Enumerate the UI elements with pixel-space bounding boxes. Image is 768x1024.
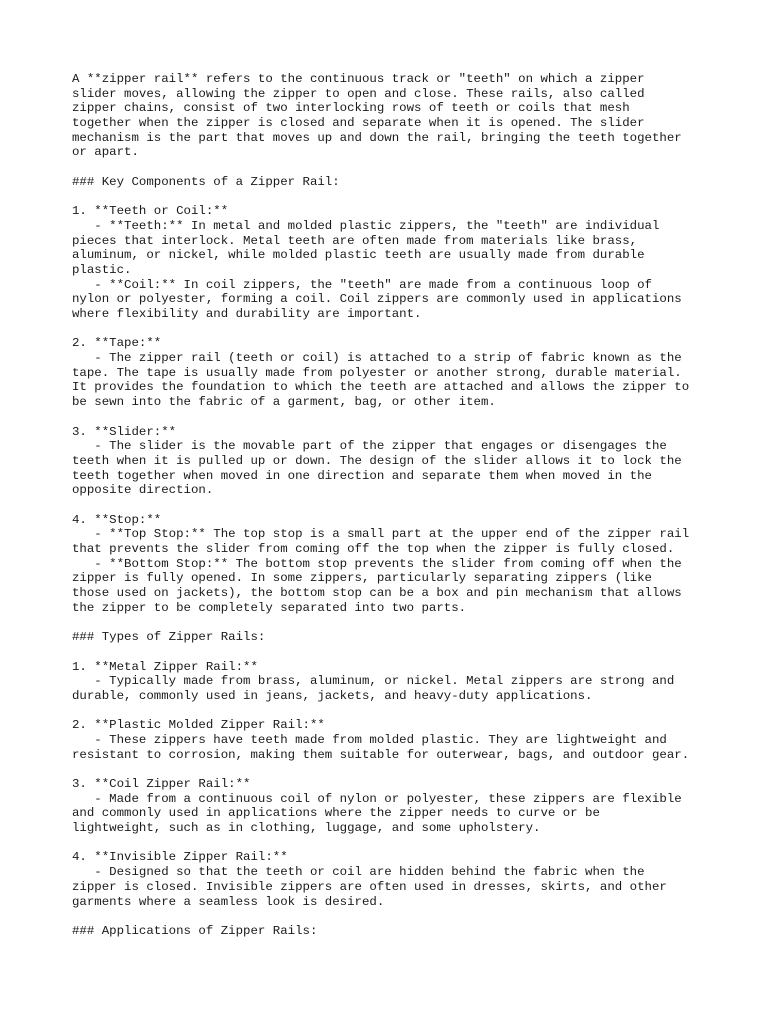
blank-line — [72, 909, 712, 924]
text-line: where flexibility and durability are important. — [72, 307, 422, 321]
document-page — [72, 72, 712, 939]
text-line: plastic. — [72, 262, 132, 277]
text-line: those used on jackets), the bottom stop can be a box and pin mechanism that allows — [72, 586, 682, 601]
list-item-heading: 2. **Plastic Molded Zipper Rail:** — [72, 718, 325, 733]
text-line: slider moves, allowing the zipper to open and close. These rails, also called — [72, 86, 645, 101]
text-line: pieces that interlock. Metal teeth are often made from materials like brass, — [72, 233, 638, 248]
list-item-heading: 2. **Tape:** — [72, 336, 162, 351]
text-line: or apart. — [72, 145, 139, 160]
list-item-heading: 1. **Teeth or Coil:** — [72, 204, 229, 219]
text-line: zipper chains, consist of two interlocking rows of teeth or coils that mesh — [72, 101, 630, 116]
list-bullet-line: - **Teeth:** In metal and molded plastic zippers, the "teeth" are individual — [72, 218, 660, 233]
text-line: aluminum, or nickel, while molded plastic teeth are usually made from durable — [72, 248, 645, 263]
text-line: that prevents the slider from coming off the top when the zipper is fully closed. — [72, 542, 675, 556]
text-line: be sewn into the fabric of a garment, bag, or other item. — [72, 395, 496, 410]
text-line: resistant to corrosion, making them suitable for outerwear, bags, and outdoor gear. — [72, 747, 690, 762]
blank-line — [72, 190, 712, 205]
blank-line — [72, 704, 712, 719]
list-item-heading: 4. **Stop:** — [72, 512, 162, 527]
list-bullet-line: - The slider is the movable part of the zipper that engages or disengages the — [72, 439, 667, 454]
text-line: lightweight, such as in clothing, luggage, and some upholstery. — [72, 821, 541, 836]
list-bullet-line: - **Top Stop:** The top stop is a small part at the upper end of the zipper rail — [72, 527, 690, 542]
text-line: A **zipper rail** refers to the continuous track or "teeth" on which a zipper — [72, 72, 645, 86]
list-bullet-line: - Typically made from brass, aluminum, or nickel. Metal zippers are strong and — [72, 674, 675, 689]
text-line: together when the zipper is closed and separate when it is opened. The slider — [72, 116, 645, 131]
list-item-heading: 3. **Coil Zipper Rail:** — [72, 777, 251, 791]
text-line: tape. The tape is usually made from polyester or another strong, durable material. — [72, 365, 682, 380]
blank-line — [72, 836, 712, 851]
list-item-heading: 4. **Invisible Zipper Rail:** — [72, 850, 288, 865]
section-heading: ### Applications of Zipper Rails: — [72, 923, 318, 938]
text-line: zipper is fully opened. In some zippers, particularly separating zippers (like — [72, 571, 652, 586]
text-line: teeth when it is pulled up or down. The design of the slider allows it to lock the — [72, 453, 682, 468]
blank-line — [72, 410, 712, 425]
blank-line — [72, 160, 712, 175]
list-bullet-line: - Designed so that the teeth or coil are hidden behind the fabric when the — [72, 865, 645, 880]
text-line: durable, commonly used in jeans, jackets, and heavy-duty applications. — [72, 688, 593, 703]
text-line: nylon or polyester, forming a coil. Coil zippers are commonly used in applications — [72, 292, 682, 307]
blank-line — [72, 498, 712, 513]
text-line: zipper is closed. Invisible zippers are often used in dresses, skirts, and other — [72, 879, 667, 894]
text-line: mechanism is the part that moves up and down the rail, bringing the teeth together — [72, 130, 682, 145]
text-line: opposite direction. — [72, 483, 214, 498]
blank-line — [72, 645, 712, 660]
list-item-heading: 3. **Slider:** — [72, 424, 177, 439]
text-line: It provides the foundation to which the teeth are attached and allows the zipper to — [72, 380, 690, 395]
list-bullet-line: - **Coil:** In coil zippers, the "teeth" are made from a continuous loop of — [72, 277, 652, 292]
list-bullet-line: - These zippers have teeth made from molded plastic. They are lightweight and — [72, 732, 667, 747]
blank-line — [72, 322, 712, 337]
text-line: teeth together when moved in one direction and separate them when moved in the — [72, 468, 652, 483]
section-heading: ### Types of Zipper Rails: — [72, 630, 266, 645]
list-bullet-line: - Made from a continuous coil of nylon or polyester, these zippers are flexible — [72, 791, 682, 806]
list-bullet-line: - The zipper rail (teeth or coil) is attached to a strip of fabric known as the — [72, 351, 682, 366]
text-line: garments where a seamless look is desired. — [72, 894, 385, 909]
list-bullet-line: - **Bottom Stop:** The bottom stop prevents the slider from coming off when the — [72, 556, 682, 571]
text-line: the zipper to be completely separated into two parts. — [72, 600, 467, 615]
section-heading: ### Key Components of a Zipper Rail: — [72, 174, 340, 189]
blank-line — [72, 762, 712, 777]
text-line: and commonly used in applications where the zipper needs to curve or be — [72, 806, 600, 821]
blank-line — [72, 615, 712, 630]
list-item-heading: 1. **Metal Zipper Rail:** — [72, 659, 258, 674]
